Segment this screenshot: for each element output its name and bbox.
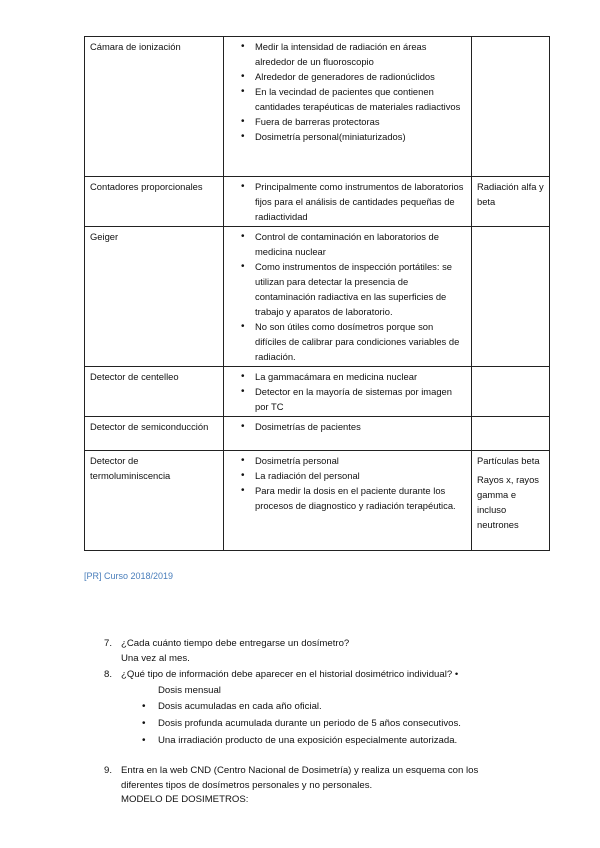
question-9 bbox=[104, 764, 544, 812]
question-7 bbox=[104, 637, 544, 667]
detector-name: Detector de semiconducción bbox=[85, 417, 224, 451]
list-item: • Alrededor de generadores de radionúclidos bbox=[255, 69, 466, 84]
detector-notes bbox=[472, 417, 550, 451]
table-row bbox=[85, 37, 550, 177]
list-item: • La gammacámara en medicina nuclear bbox=[255, 369, 466, 384]
table-row bbox=[85, 177, 550, 227]
section-heading: MODELO DE DOSIMETROS: bbox=[121, 794, 249, 805]
bullet-icon: • bbox=[142, 718, 146, 729]
question-text: ¿Qué tipo de información debe aparecer en el historial dosimétrico individual? • bbox=[121, 669, 459, 680]
list-item: • Fuera de barreras protectoras bbox=[255, 114, 466, 129]
uses-list bbox=[229, 179, 466, 224]
table-row bbox=[85, 417, 550, 451]
list-item: • Control de contaminación en laboratorios de medicina nuclear bbox=[255, 229, 466, 259]
table-row bbox=[85, 367, 550, 417]
detector-uses bbox=[224, 37, 472, 177]
question-text: Entra en la web CND (Centro Nacional de Dosimetría) y realiza un esquema con los bbox=[121, 765, 479, 776]
detector-notes bbox=[472, 177, 550, 227]
uses-list bbox=[229, 369, 466, 414]
list-item: • Dosimetría personal(miniaturizados) bbox=[255, 129, 466, 144]
note-text: Rayos x, rayos gamma e incluso neutrones bbox=[477, 474, 539, 530]
detector-name: Cámara de ionización bbox=[85, 37, 224, 177]
note-text: Partículas beta bbox=[477, 455, 540, 466]
list-item: Dosis acumuladas en cada año oficial. bbox=[158, 701, 322, 712]
detector-uses bbox=[224, 417, 472, 451]
list-item: • Medir la intensidad de radiación en áreas alrededor de un fluoroscopio bbox=[255, 39, 466, 69]
question-number: 8. bbox=[104, 669, 113, 680]
uses-list bbox=[229, 453, 466, 513]
list-item: • No son útiles como dosímetros porque son difíciles de calibrar para condiciones variables de radiación. bbox=[255, 319, 466, 364]
list-item: • La radiación del personal bbox=[255, 468, 466, 483]
detector-notes bbox=[472, 451, 550, 551]
detectors-table-body bbox=[85, 37, 550, 551]
detector-notes bbox=[472, 367, 550, 417]
bullet-icon: • bbox=[142, 701, 146, 712]
detector-uses bbox=[224, 451, 472, 551]
list-item: • Dosimetría personal bbox=[255, 453, 466, 468]
list-item: • Detector en la mayoría de sistemas por imagen por TC bbox=[255, 384, 466, 414]
table-row bbox=[85, 451, 550, 551]
detector-uses bbox=[224, 177, 472, 227]
detectors-table bbox=[84, 36, 550, 551]
detector-notes bbox=[472, 37, 550, 177]
uses-list bbox=[229, 229, 466, 364]
list-item: Una irradiación producto de una exposición especialmente autorizada. bbox=[158, 735, 458, 746]
question-text: diferentes tipos de dosímetros personales y no personales. bbox=[121, 779, 373, 791]
list-item: Dosis mensual bbox=[158, 685, 221, 696]
detector-notes bbox=[472, 227, 550, 367]
course-tag: [PR] Curso 2018/2019 bbox=[84, 571, 174, 581]
bullet-icon: • bbox=[142, 735, 146, 746]
question-text: ¿Cada cuánto tiempo debe entregarse un dosímetro? bbox=[121, 638, 350, 649]
question-number: 9. bbox=[104, 765, 113, 776]
detector-name: Detector de centelleo bbox=[85, 367, 224, 417]
answer-text: Una vez al mes. bbox=[121, 652, 190, 664]
table-row bbox=[85, 227, 550, 367]
uses-list bbox=[229, 419, 466, 434]
detector-name: Detector de termoluminiscencia bbox=[85, 451, 224, 551]
detector-uses bbox=[224, 367, 472, 417]
detector-name: Contadores proporcionales bbox=[85, 177, 224, 227]
list-item: • Para medir la dosis en el paciente durante los procesos de diagnostico y radiación terapéutica. bbox=[255, 483, 466, 513]
list-item: • Dosimetrías de pacientes bbox=[255, 419, 466, 434]
list-item: • Como instrumentos de inspección portátiles: se utilizan para detectar la presencia de contaminación radiactiva en las superficies de trabajo y aparatos de laboratorio. bbox=[255, 259, 466, 319]
list-item: Dosis profunda acumulada durante un periodo de 5 años consecutivos. bbox=[158, 718, 461, 729]
question-8 bbox=[104, 668, 544, 750]
note-text: Radiación alfa y beta bbox=[477, 181, 544, 207]
detector-uses bbox=[224, 227, 472, 367]
uses-list bbox=[229, 39, 466, 144]
question-number: 7. bbox=[104, 638, 113, 649]
list-item: • En la vecindad de pacientes que contienen cantidades terapéuticas de materiales radiactivos bbox=[255, 84, 466, 114]
detector-name: Geiger bbox=[85, 227, 224, 367]
list-item: • Principalmente como instrumentos de laboratorios fijos para el análisis de cantidades pequeñas de radiactividad bbox=[255, 179, 466, 224]
